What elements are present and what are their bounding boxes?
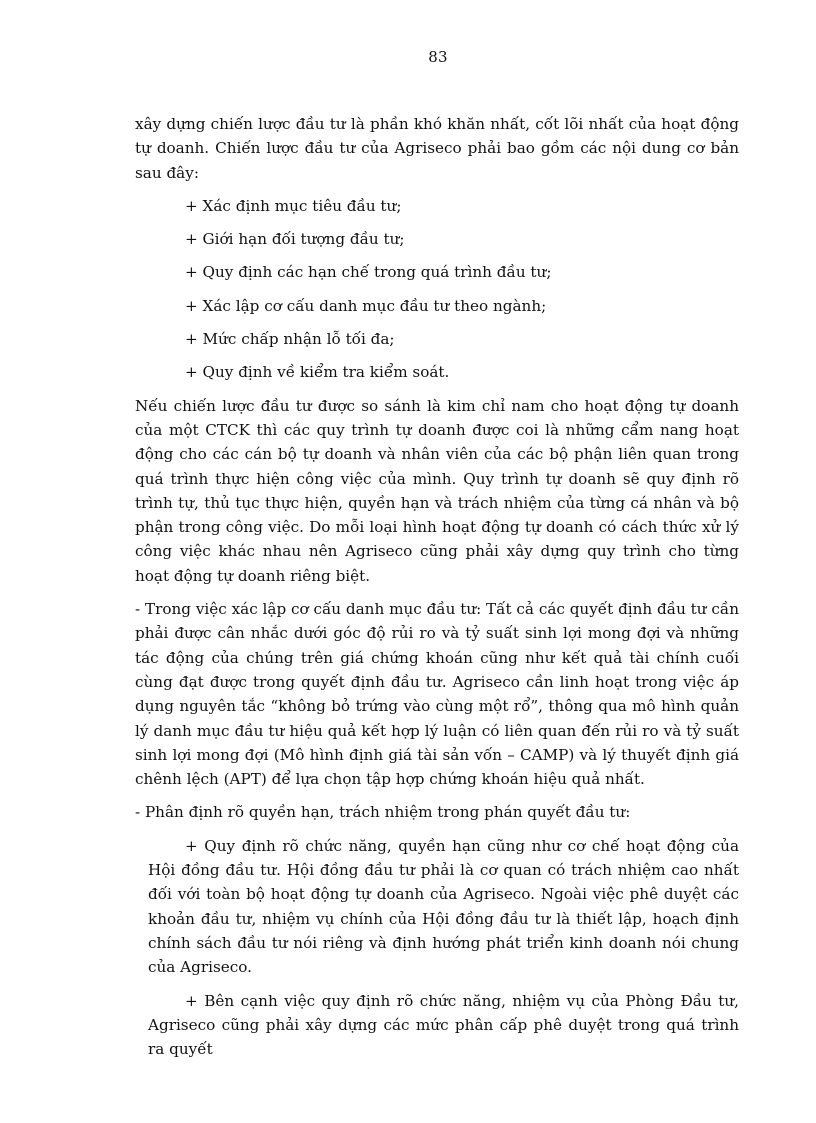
council-paragraph: + Quy định rõ chức năng, quyền hạn cũng như cơ chế hoạt động của Hội đồng đầu tư. Hội đồng đầu tư phải là cơ quan có trách nhiệm cao nhất đối với toàn bộ hoạt động tự doanh của Agriseco. Ngoài việc phê duyệt các khoản đầu tư, nhiệm vụ chính của Hội đồng đầu tư là thiết lập, hoạch định chính sách đầu tư nói riêng và định hướng phát triển kinh doanh nói chung của Agriseco. (148, 836, 739, 977)
portfolio-paragraph: - Trong việc xác lập cơ cấu danh mục đầu tư: Tất cả các quyết định đầu tư cần phải được cân nhắc dưới góc độ rủi ro và tỷ suất sinh lợi mong đợi và những tác động của chúng trên giá chứng khoán cũng như kết quả tài chính cuối cùng đạt được trong quyết định đầu tư. Agriseco cần linh hoạt trong việc áp dụng nguyên tắc “không bỏ trứng vào cùng một rổ”, thông qua mô hình quản lý danh mục đầu tư hiệu quả kết hợp lý luận có liên quan đến rủi ro và tỷ suất sinh lợi mong đợi (Mô hình định giá tài sản vốn – CAMP) và lý thuyết định giá chênh lệch (APT) để lựa chọn tập hợp chứng khoán hiệu quả nhất. (135, 600, 739, 789)
strategy-list (135, 194, 739, 385)
list-item: + Giới hạn đối tượng đầu tư; (185, 230, 405, 249)
intro-paragraph: xây dựng chiến lược đầu tư là phần khó khăn nhất, cốt lõi nhất của hoạt động tự doanh. Chiến lược đầu tư của Agriseco phải bao gồm các nội dung cơ bản sau đây: (135, 115, 739, 182)
list-item: + Mức chấp nhận lỗ tối đa; (185, 330, 395, 349)
list-item: + Quy định về kiểm tra kiểm soát. (185, 363, 450, 382)
list-item: + Xác lập cơ cấu danh mục đầu tư theo ngành; (185, 296, 547, 315)
process-paragraph: Nếu chiến lược đầu tư được so sánh là kim chỉ nam cho hoạt động tự doanh của một CTCK thì các quy trình tự doanh được coi là những cẩm nang hoạt động cho các cán bộ tự doanh và nhân viên của các bộ phận liên quan trong quá trình thực hiện công việc của mình. Quy trình tự doanh sẽ quy định rõ trình tự, thủ tục thực hiện, quyền hạn và trách nhiệm của từng cá nhân và bộ phận trong công việc. Do mỗi loại hình hoạt động tự doanh có cách thức xử lý công việc khác nhau nên Agriseco cũng phải xây dựng quy trình cho từng hoạt động tự doanh riêng biệt. (135, 396, 739, 585)
document-body (135, 112, 739, 1070)
department-paragraph: + Bên cạnh việc quy định rõ chức năng, nhiệm vụ của Phòng Đầu tư, Agriseco cũng phải xây dựng các mức phân cấp phê duyệt trong quá trình ra quyết (148, 991, 739, 1059)
authority-heading: - Phân định rõ quyền hạn, trách nhiệm trong phán quyết đầu tư: (135, 803, 631, 822)
list-item: + Xác định mục tiêu đầu tư; (185, 196, 402, 215)
list-item: + Quy định các hạn chế trong quá trình đầu tư; (185, 263, 552, 282)
page-number: 83 (428, 48, 448, 66)
